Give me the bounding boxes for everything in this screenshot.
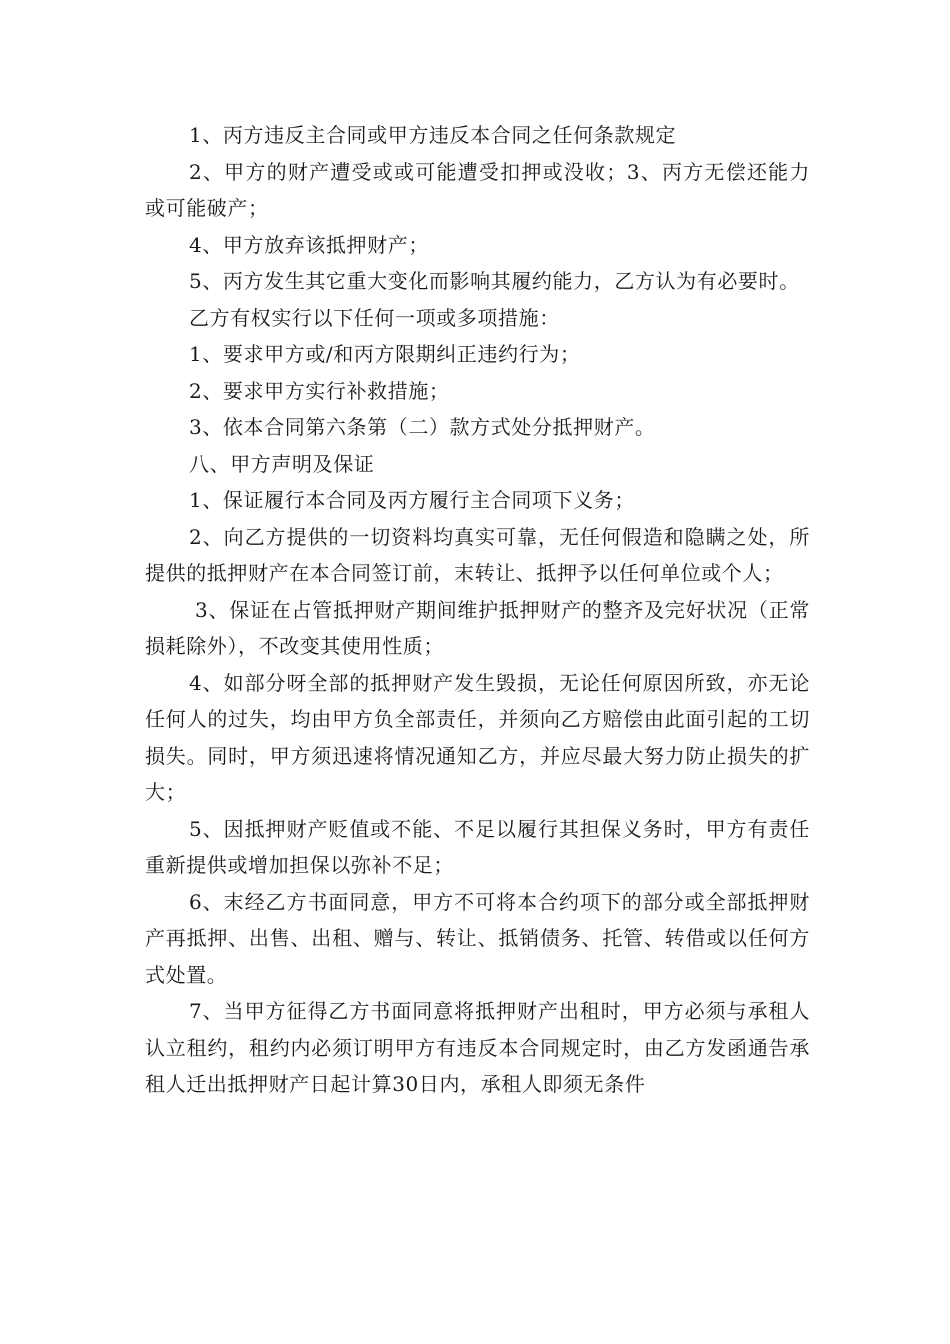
- section-heading-declarations: 八、甲方声明及保证: [189, 451, 375, 476]
- paragraph-remedy-dispose: 3、依本合同第六条第（二）款方式处分抵押财产。: [189, 415, 656, 439]
- paragraph-remedy-correct: 1、要求甲方或/和丙方限期纠正违约行为；: [189, 342, 581, 366]
- paragraph-abandon-property: 4、甲方放弃该抵押财产；: [189, 232, 429, 257]
- paragraph-breach-terms: 1、丙方违反主合同或甲方违反本合同之任何条款规定: [189, 123, 677, 147]
- paragraph-property-seized: 2、甲方的财产遭受或或可能遭受扣押或没收；3、丙方无偿还能力或可能破产；: [145, 159, 810, 220]
- paragraph-truthful-information: 2、向乙方提供的一切资料均真实可靠，无任何假造和隐瞒之处，所提供的抵押财产在本合同签订前，末转让、抵押予以任何单位或个人；: [145, 524, 810, 585]
- paragraph-major-change: 5、丙方发生其它重大变化而影响其履约能力，乙方认为有必要时。: [189, 269, 800, 293]
- paragraph-depreciation: 5、因抵押财产贬值或不能、不足以履行其担保义务时，甲方有责任重新提供或增加担保以弥补不足；: [145, 816, 810, 877]
- paragraph-remedies-intro: 乙方有权实行以下任何一项或多项措施：: [189, 305, 560, 330]
- paragraph-guarantee-obligations: 1、保证履行本合同及丙方履行主合同项下义务；: [189, 488, 635, 512]
- paragraph-no-disposal: 6、末经乙方书面同意，甲方不可将本合约项下的部分或全部抵押财产再抵押、出售、出租、赠与、转让、抵销债务、托管、转借或以任何方式处置。: [145, 889, 810, 987]
- paragraph-lease-terms: 7、当甲方征得乙方书面同意将抵押财产出租时，甲方必须与承租人认立租约，租约内必须订明甲方有违反本合同规定时，由乙方发函通告承租人迁出抵押财产日起计算30日内，承租人即须无条件: [145, 999, 810, 1096]
- paragraph-maintain-property: 3、保证在占管抵押财产期间维护抵押财产的整齐及完好状况（正常损耗除外），不改变其使用性质；: [145, 597, 810, 658]
- paragraph-remedy-measures: 2、要求甲方实行补救措施；: [189, 378, 450, 403]
- paragraph-damage-liability: 4、如部分呀全部的抵押财产发生毁损，无论任何原因所致，亦无论任何人的过失，均由甲方负全部责任，并须向乙方赔偿由此面引起的工切损失。同时，甲方须迅速将情况通知乙方，并应尽最大努力防止损失的扩大；: [145, 670, 810, 804]
- contract-body: [145, 117, 810, 1103]
